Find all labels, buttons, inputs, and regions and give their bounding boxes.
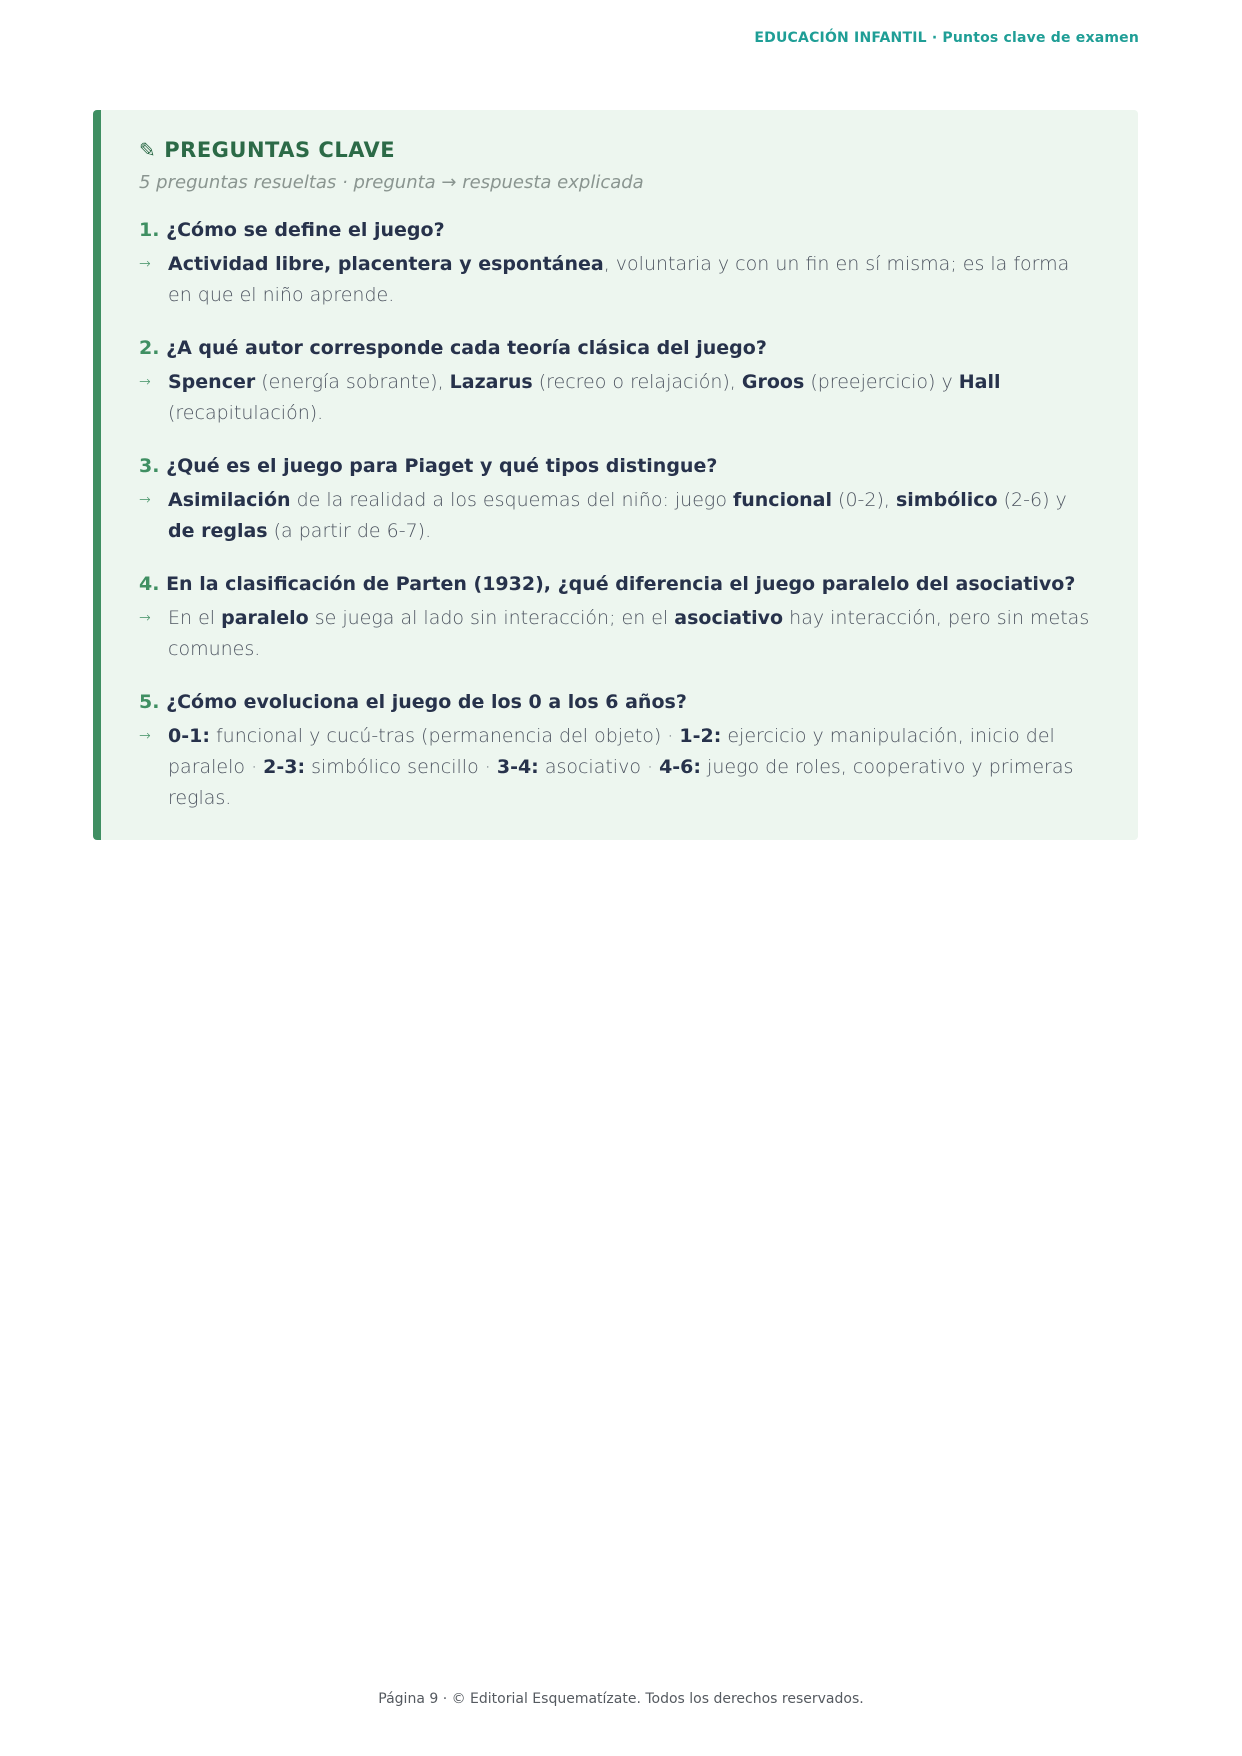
answer-keyword: Spencer — [168, 371, 256, 393]
answer-text — [168, 603, 1098, 665]
box-title-text: PREGUNTAS CLAVE — [164, 138, 396, 162]
question-list — [139, 219, 1098, 814]
answer — [139, 249, 1098, 311]
question-label: ¿Qué es el juego para Piaget y qué tipos distingue? — [166, 455, 718, 477]
question-text — [139, 691, 1098, 713]
arrow-right-icon: → — [139, 374, 151, 390]
question-label: ¿Cómo evoluciona el juego de los 0 a los 6 años? — [166, 691, 687, 713]
answer-keyword: Groos — [741, 371, 805, 393]
box-title — [139, 138, 1098, 162]
answer-segment: simbólico sencillo · — [305, 756, 497, 778]
arrow-right-icon: → — [139, 256, 151, 272]
question-number: 1. — [139, 219, 160, 241]
arrow-right-icon: → — [139, 492, 151, 508]
answer-segment: (recreo o relajación), — [532, 371, 742, 393]
question-item — [139, 337, 1098, 429]
question-number: 4. — [139, 573, 160, 595]
box-subtitle: 5 preguntas resueltas · pregunta → respuesta explicada — [139, 172, 644, 193]
answer-segment: de la realidad a los esquemas del niño: juego — [290, 489, 733, 511]
page-footer: Página 9 · © Editorial Esquematízate. Todos los derechos reservados. — [378, 1691, 864, 1707]
answer-segment: (energía sobrante), — [255, 371, 450, 393]
answer-segment: (2-6) y — [997, 489, 1067, 511]
question-text — [139, 337, 1098, 359]
answer-text — [168, 367, 1098, 429]
answer-segment: asociativo · — [538, 756, 660, 778]
answer-segment: , voluntaria y con un fin en sí misma; es la forma en que el niño aprende. — [168, 253, 1070, 306]
answer-keyword: simbólico — [895, 489, 998, 511]
answer-keyword: Actividad libre, placentera y espontánea — [168, 253, 604, 275]
answer-segment: En el — [168, 607, 222, 629]
answer-segment: juego de roles, cooperativo y primeras reglas. — [168, 756, 1074, 809]
answer-text — [168, 485, 1098, 547]
question-label: En la clasificación de Parten (1932), ¿qué diferencia el juego paralelo del asociativo? — [166, 573, 1076, 595]
question-text — [139, 573, 1098, 595]
answer-keyword: 4-6: — [659, 756, 702, 778]
question-item — [139, 455, 1098, 547]
pencil-icon: ✎ — [139, 138, 157, 162]
answer-keyword: de reglas — [168, 520, 268, 542]
answer-text — [168, 249, 1098, 311]
question-number: 5. — [139, 691, 160, 713]
answer-segment: hay interacción, pero sin metas comunes. — [168, 607, 1090, 660]
arrow-right-icon: → — [139, 728, 151, 744]
answer-keyword: 3-4: — [496, 756, 539, 778]
answer-text — [168, 721, 1098, 814]
question-label: ¿Cómo se define el juego? — [166, 219, 445, 241]
answer-keyword: Hall — [958, 371, 1001, 393]
question-label: ¿A qué autor corresponde cada teoría clásica del juego? — [166, 337, 767, 359]
answer — [139, 367, 1098, 429]
answer — [139, 721, 1098, 814]
question-number: 3. — [139, 455, 160, 477]
answer-segment: (recapitulación). — [168, 402, 324, 424]
answer-segment: ejercicio y manipulación, inicio del paralelo · — [168, 725, 1055, 778]
answer — [139, 603, 1098, 665]
question-text — [139, 455, 1098, 477]
key-questions-box — [93, 110, 1138, 840]
question-item — [139, 573, 1098, 665]
answer-keyword: 1-2: — [679, 725, 722, 747]
answer-segment: (0-2), — [832, 489, 896, 511]
answer-keyword: 0-1: — [168, 725, 210, 747]
question-number: 2. — [139, 337, 160, 359]
answer — [139, 485, 1098, 547]
running-header: EDUCACIÓN INFANTIL · Puntos clave de examen — [754, 30, 1139, 46]
arrow-right-icon: → — [139, 610, 151, 626]
answer-segment: se juega al lado sin interacción; en el — [308, 607, 675, 629]
answer-keyword: Asimilación — [168, 489, 291, 511]
answer-keyword: paralelo — [221, 607, 309, 629]
answer-segment: funcional y cucú-tras (permanencia del objeto) · — [209, 725, 680, 747]
answer-keyword: Lazarus — [449, 371, 533, 393]
answer-segment: (preejercicio) y — [804, 371, 959, 393]
question-item — [139, 691, 1098, 814]
answer-segment: (a partir de 6-7). — [267, 520, 432, 542]
question-item — [139, 219, 1098, 311]
answer-keyword: 2-3: — [263, 756, 306, 778]
answer-keyword: asociativo — [674, 607, 784, 629]
answer-keyword: funcional — [732, 489, 832, 511]
question-text — [139, 219, 1098, 241]
